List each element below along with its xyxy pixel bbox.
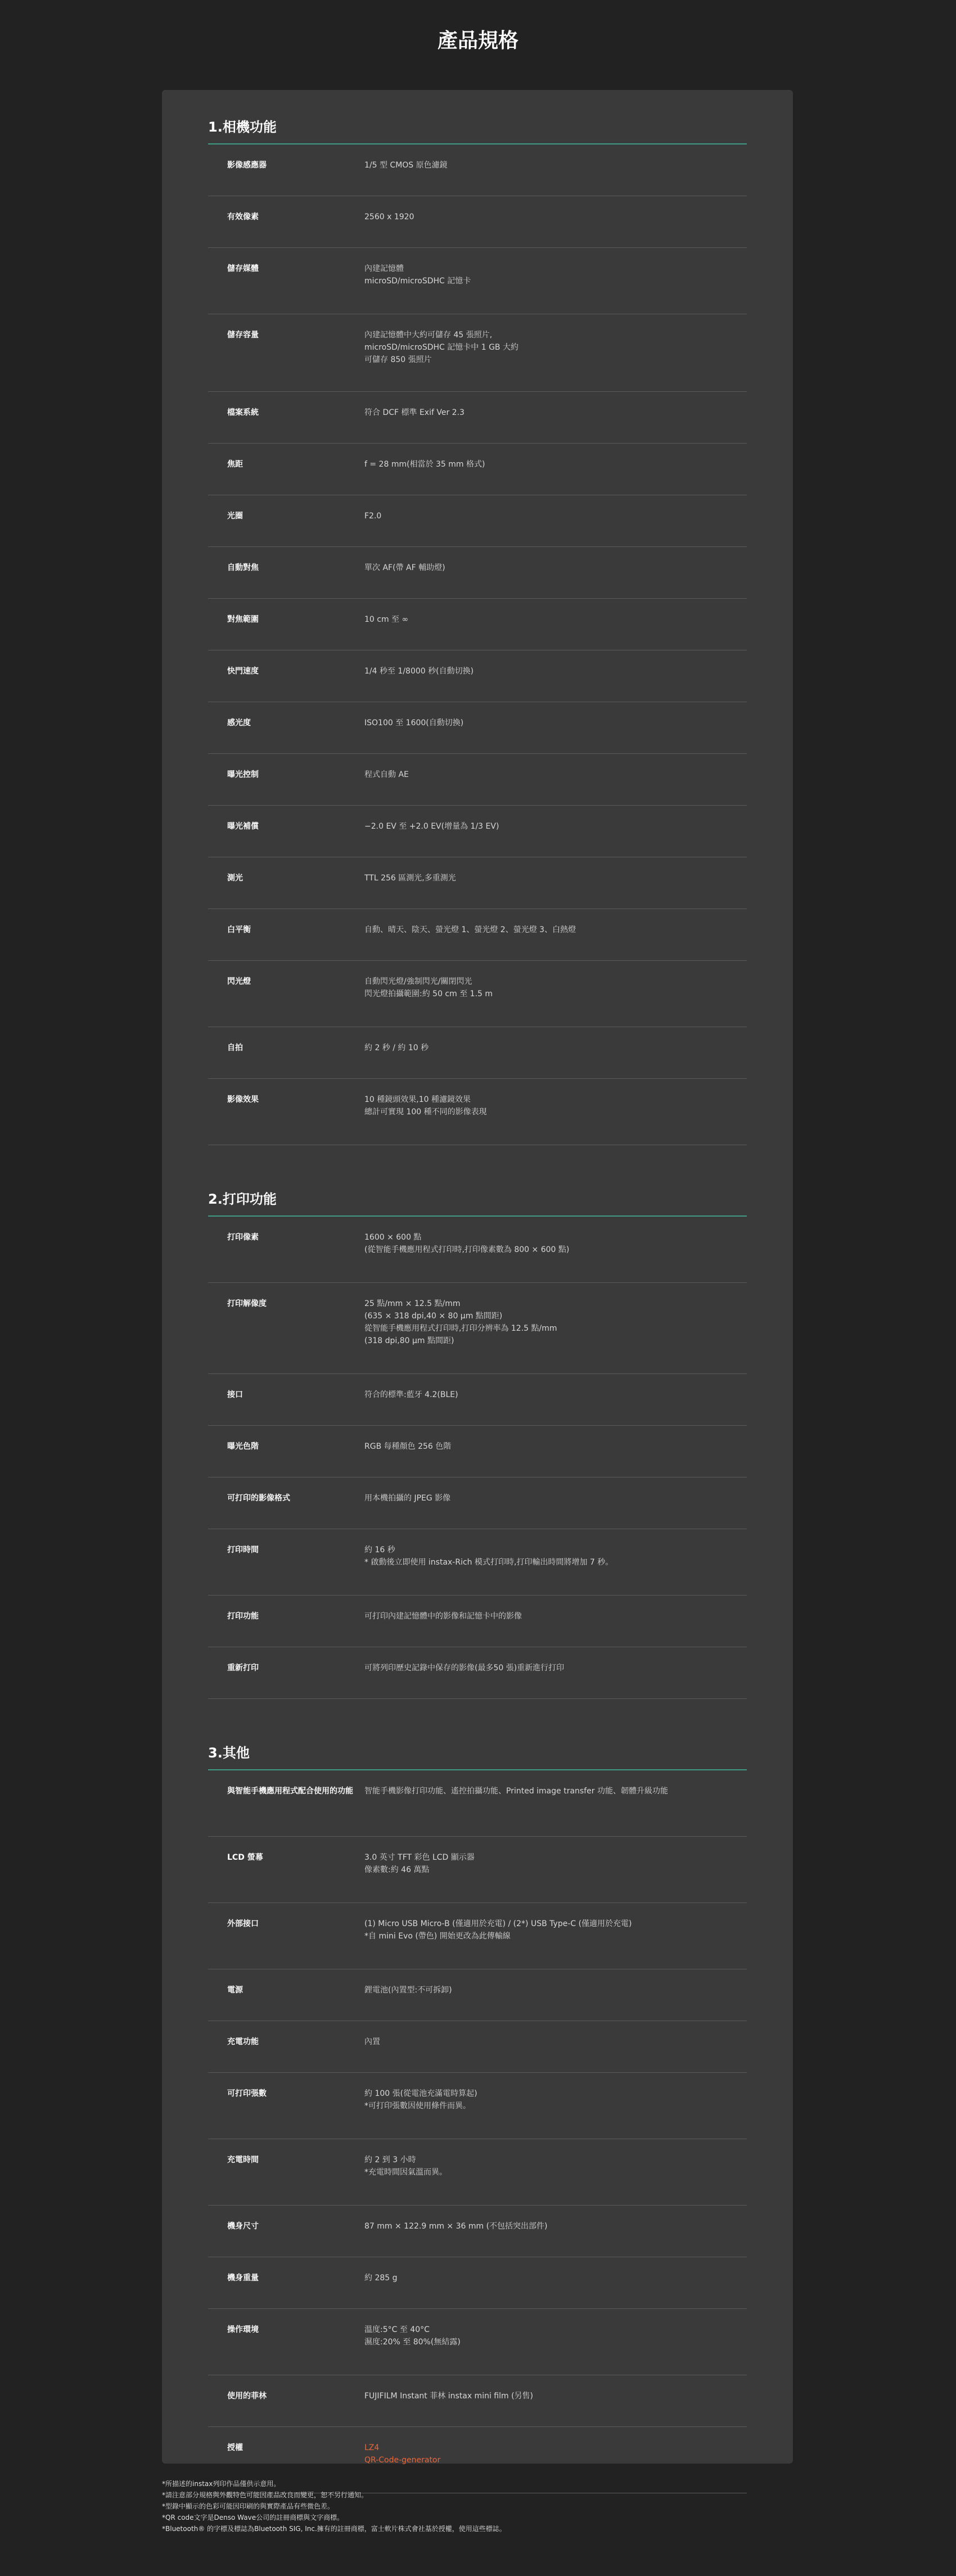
spec-value	[364, 1374, 747, 1425]
spec-label: 使用的菲林	[227, 2392, 267, 2401]
spec-row	[208, 1647, 747, 1699]
spec-value-line: 總計可實現 100 種不同的影像表現	[364, 1108, 487, 1117]
spec-row	[208, 1477, 747, 1529]
spec-label: 操作環境	[227, 2325, 259, 2334]
spec-label: 與智能手機應用程式配合使用的功能	[227, 1787, 353, 1796]
spec-row	[208, 1079, 747, 1145]
spec-value-line: *充電時間因氣溫而異。	[364, 2168, 447, 2177]
spec-value-line: microSD/microSDHC 記憶卡	[364, 277, 471, 286]
footnote-line: *所描述的instax列印作品僅供示意用。	[162, 2480, 281, 2488]
spec-label: 儲存媒體	[227, 264, 259, 273]
spec-value-line: 單次 AF(帶 AF 輔助燈)	[364, 563, 445, 572]
spec-row	[208, 1837, 747, 1903]
spec-value-line: FUJIFILM Instant 菲林 instax mini film (另售)	[364, 2392, 534, 2401]
spec-value-line: 約 100 張(從電池充滿電時算起)	[364, 2089, 477, 2098]
spec-value-line: 約 2 秒 / 約 10 秒	[364, 1043, 429, 1052]
spec-label: 電源	[227, 1986, 243, 1995]
spec-label: 打印像素	[227, 1233, 259, 1242]
spec-value-line: (1) Micro USB Micro-B (僅適用於充電) / (2*) USB Type-C (僅適用於充電)	[364, 1919, 632, 1928]
spec-value-line: 1/4 秒至 1/8000 秒(自動切換)	[364, 667, 474, 676]
spec-value	[364, 248, 747, 314]
spec-value	[364, 2139, 747, 2205]
page-title: 產品規格	[437, 29, 518, 52]
spec-label: 有效像素	[227, 213, 259, 222]
spec-label: 快門速度	[227, 667, 259, 676]
spec-label: 充電時間	[227, 2155, 259, 2164]
spec-value	[364, 314, 747, 391]
spec-row	[208, 2309, 747, 2375]
spec-label: 打印時間	[227, 1545, 259, 1554]
spec-label: 焦距	[227, 460, 243, 469]
spec-label: 自拍	[227, 1043, 243, 1052]
spec-label: 外部接口	[227, 1919, 259, 1928]
spec-value	[364, 1079, 747, 1145]
spec-value-line: 可將列印歷史記錄中保存的影像(最多50 張)重新進行打印	[364, 1664, 565, 1673]
spec-value	[364, 1903, 747, 1969]
spec-label: 自動對焦	[227, 563, 259, 572]
spec-row	[208, 144, 747, 196]
spec-label: 儲存容量	[227, 331, 259, 340]
spec-value-line: ISO100 至 1600(自動切換)	[364, 718, 464, 727]
spec-value-line: 智能手機影像打印功能、遙控拍攝功能、Printed image transfer 功能、韌體升級功能	[364, 1787, 668, 1796]
spec-value-line: 3.0 英寸 TFT 彩色 LCD 顯示器	[364, 1853, 475, 1862]
spec-label: 可打印張數	[227, 2089, 267, 2098]
spec-value	[364, 196, 747, 247]
spec-label: 測光	[227, 874, 243, 883]
spec-value-line: 25 點/mm × 12.5 點/mm	[364, 1299, 461, 1308]
footnote-line: *型錄中顯示的色彩可能因印刷的與實際產品有些微色差。	[162, 2502, 335, 2510]
spec-label: 白平衡	[227, 925, 251, 934]
spec-row	[208, 754, 747, 806]
spec-value-line: 自動閃光燈/強制閃光/關閉閃光	[364, 977, 472, 986]
spec-label: 充電功能	[227, 2037, 259, 2046]
spec-row	[208, 1770, 747, 1837]
spec-row	[208, 392, 747, 444]
spec-value-line: 可打印內建記憶體中的影像和記憶卡中的影像	[364, 1612, 522, 1621]
spec-label: 打印功能	[227, 1612, 259, 1621]
spec-label: 影像效果	[227, 1095, 259, 1104]
spec-row	[208, 1426, 747, 1477]
license-link[interactable]: LZ4	[364, 2443, 380, 2452]
spec-value	[364, 1969, 747, 2021]
spec-value-line: 可儲存 850 張照片	[364, 355, 432, 364]
spec-value-line: (635 × 318 dpi,40 × 80 μm 點間距)	[364, 1312, 503, 1321]
spec-value	[364, 1426, 747, 1477]
spec-section	[208, 1742, 747, 2493]
spec-value-line: RGB 每種顏色 256 色階	[364, 1442, 452, 1451]
spec-value	[364, 1596, 747, 1647]
spec-value	[364, 650, 747, 702]
spec-value-line: f = 28 mm(相當於 35 mm 格式)	[364, 460, 485, 469]
spec-row	[208, 702, 747, 754]
spec-row	[208, 2073, 747, 2139]
spec-section	[208, 1188, 747, 1699]
spec-value	[364, 2021, 747, 2072]
spec-row	[208, 1969, 747, 2021]
spec-value	[364, 599, 747, 650]
spec-value-line: 像素數:約 46 萬點	[364, 1865, 430, 1874]
spec-label: 打印解像度	[227, 1299, 267, 1308]
spec-label: 重新打印	[227, 1664, 259, 1673]
spec-label: 光圈	[227, 512, 243, 521]
spec-value	[364, 1647, 747, 1698]
spec-value	[364, 2375, 747, 2426]
spec-row	[208, 314, 747, 392]
footnotes	[162, 2478, 793, 2534]
spec-value-line: F2.0	[364, 512, 382, 521]
spec-value-line: 符合 DCF 標準 Exif Ver 2.3	[364, 408, 465, 417]
spec-value-line: 約 2 到 3 小時	[364, 2155, 416, 2164]
spec-section	[208, 116, 747, 1145]
spec-label: 曝光補償	[227, 822, 259, 831]
spec-value-line: 內建記憶體中大約可儲存 45 張照片,	[364, 331, 493, 340]
spec-row	[208, 547, 747, 599]
spec-row	[208, 1283, 747, 1374]
spec-value	[364, 909, 747, 960]
spec-value	[364, 1770, 747, 1836]
spec-value-line: 10 種鏡頭效果,10 種濾鏡效果	[364, 1095, 471, 1104]
spec-value-line: 從智能手機應用程式打印時,打印分辨率為 12.5 點/mm	[364, 1324, 557, 1333]
spec-value-line: (318 dpi,80 μm 點間距)	[364, 1336, 454, 1345]
spec-value	[364, 1477, 747, 1529]
spec-row	[208, 248, 747, 314]
spec-value	[364, 144, 747, 196]
spec-label: 機身尺寸	[227, 2222, 259, 2231]
spec-value-line: 溫度:5°C 至 40°C	[364, 2325, 430, 2334]
spec-row	[208, 806, 747, 857]
spec-card	[162, 90, 793, 2464]
spec-label: 接口	[227, 1390, 243, 1399]
spec-value-line: 1600 × 600 點	[364, 1233, 422, 1242]
footnote-line: *QR code文字是Denso Wave公司的註冊商標與文字商標。	[162, 2514, 344, 2521]
spec-value	[364, 2206, 747, 2257]
spec-row	[208, 1529, 747, 1596]
spec-value-line: 約 16 秒	[364, 1545, 395, 1554]
spec-value-line: 約 285 g	[364, 2274, 398, 2283]
spec-value	[364, 1027, 747, 1078]
spec-value	[364, 1283, 747, 1373]
spec-label: 對焦範圍	[227, 615, 259, 624]
spec-value	[364, 1217, 747, 1282]
spec-value	[364, 2257, 747, 2308]
spec-value	[364, 702, 747, 753]
spec-label: 可打印的影像格式	[227, 1494, 290, 1503]
spec-value-line: TTL 256 區測光,多重測光	[364, 874, 456, 883]
spec-value	[364, 2309, 747, 2375]
footnote-line: *請注意部分規格與外觀特色可能因產品改良而變更，恕不另行通知。	[162, 2491, 368, 2499]
spec-label: 曝光控制	[227, 770, 259, 779]
spec-value-line: 符合的標準:藍牙 4.2(BLE)	[364, 1390, 458, 1399]
spec-label: 閃光燈	[227, 977, 251, 986]
spec-row	[208, 2257, 747, 2309]
spec-value-line: 10 cm 至 ∞	[364, 615, 409, 624]
spec-row	[208, 196, 747, 248]
spec-row	[208, 444, 747, 495]
spec-value-line: *自 mini Evo (帶色) 開始更改為此傳輸線	[364, 1932, 511, 1941]
spec-value	[364, 444, 747, 495]
license-link[interactable]: QR-Code-generator	[364, 2456, 441, 2465]
spec-value-line: 內建記憶體	[364, 264, 404, 273]
spec-value-line: 2560 x 1920	[364, 213, 414, 222]
footnote-line: *Bluetooth® 的字標及標誌為Bluetooth SIG, Inc.擁有的註冊商標，富士軟片株式會社基於授權，使用這些標誌。	[162, 2525, 506, 2533]
spec-value-line: 閃光燈拍攝範圍:約 50 cm 至 1.5 m	[364, 989, 493, 998]
spec-value-line: 用本機拍攝的 JPEG 影像	[364, 1494, 451, 1503]
spec-value-line: microSD/microSDHC 記憶卡中 1 GB 大約	[364, 343, 518, 352]
section-title: 3.其他	[208, 1742, 747, 1770]
spec-value-line: (從智能手機應用程式打印時,打印像素數為 800 × 600 點)	[364, 1245, 570, 1254]
spec-value	[364, 961, 747, 1027]
spec-value	[364, 1837, 747, 1902]
spec-value	[364, 806, 747, 857]
spec-label: LCD 螢幕	[227, 1853, 263, 1862]
spec-row	[208, 2021, 747, 2073]
spec-value	[364, 754, 747, 805]
section-title: 2.打印功能	[208, 1188, 747, 1217]
spec-label: 授權	[227, 2443, 243, 2452]
spec-row	[208, 599, 747, 650]
spec-value	[364, 392, 747, 443]
spec-value	[364, 2073, 747, 2139]
spec-label: 感光度	[227, 718, 251, 727]
spec-value-line: 內置	[364, 2037, 380, 2046]
spec-label: 檔案系統	[227, 408, 259, 417]
spec-row	[208, 857, 747, 909]
spec-label: 影像感應器	[227, 161, 267, 170]
spec-row	[208, 1596, 747, 1647]
spec-row	[208, 2139, 747, 2206]
section-title: 1.相機功能	[208, 116, 747, 144]
spec-row	[208, 495, 747, 547]
spec-value-line: * 啟動後立即使用 instax-Rich 模式打印時,打印輸出時間將增加 7 秒。	[364, 1558, 614, 1567]
spec-value-line: 濕度:20% 至 80%(無結露)	[364, 2338, 461, 2347]
spec-row	[208, 2206, 747, 2257]
spec-value-line: −2.0 EV 至 +2.0 EV(增量為 1/3 EV)	[364, 822, 499, 831]
spec-value-line: 87 mm × 122.9 mm × 36 mm (不包括突出部件)	[364, 2222, 548, 2231]
spec-value-line: 程式自動 AE	[364, 770, 409, 779]
spec-label: 機身重量	[227, 2274, 259, 2283]
spec-row	[208, 1903, 747, 1969]
spec-value-line: 鋰電池(內置型:不可拆卸)	[364, 1986, 452, 1995]
spec-value	[364, 495, 747, 546]
spec-value	[364, 547, 747, 598]
spec-row	[208, 961, 747, 1027]
spec-value-line: 自動、晴天、陰天、螢光燈 1、螢光燈 2、螢光燈 3、白熱燈	[364, 925, 576, 934]
spec-row	[208, 1374, 747, 1426]
spec-value	[364, 1529, 747, 1595]
spec-label: 曝光色階	[227, 1442, 259, 1451]
spec-value	[364, 857, 747, 909]
spec-row	[208, 1217, 747, 1283]
spec-row	[208, 1027, 747, 1079]
spec-row	[208, 2375, 747, 2427]
spec-value-line: 1/5 型 CMOS 原色濾鏡	[364, 161, 448, 170]
spec-value-line: *可打印張數因使用條件而異。	[364, 2102, 471, 2110]
spec-row	[208, 650, 747, 702]
spec-row	[208, 909, 747, 961]
